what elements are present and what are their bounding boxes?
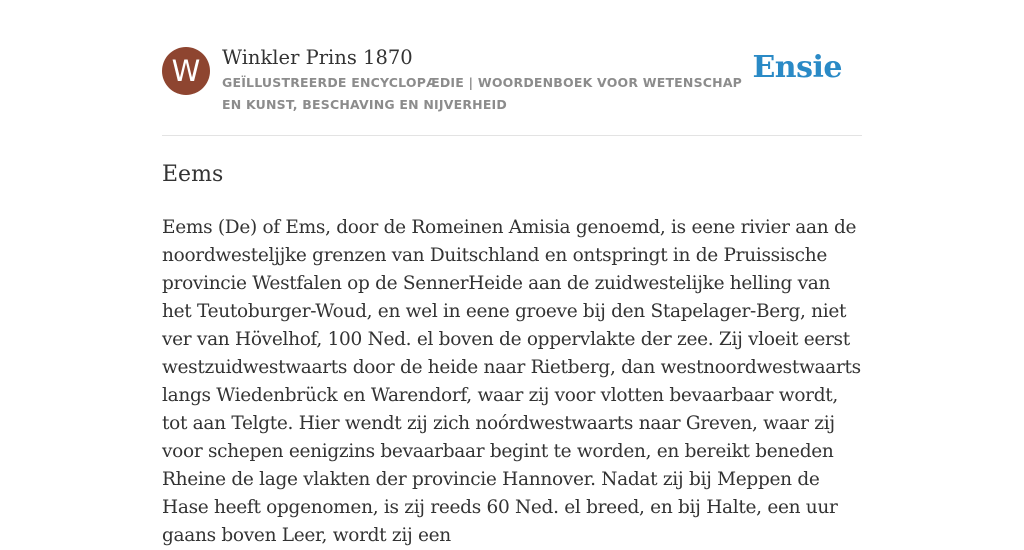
avatar[interactable]: W xyxy=(162,47,210,95)
work-header xyxy=(162,44,862,136)
work-title[interactable]: Winkler Prins 1870 xyxy=(222,46,413,69)
work-titles xyxy=(222,44,752,116)
entry-body: Eems (De) of Ems, door de Romeinen Amisia genoemd, is eene rivier aan de noordwesteljjke grenzen van Duitschland en ontspringt in de Pruissische provincie Westfalen op de SennerHeide aan de zuidwestelijke helling van het Teutoburger-Woud, en wel in eene groeve bij den Stapelager-Berg, niet ver van Hövelhof, 100 Ned. el boven de oppervlakte der zee. Zij vloeit eerst westzuidwestwaarts door de heide naar Rietberg, dan westnoordwestwaarts langs Wiedenbrück en Warendorf, waar zij voor vlotten bevaarbaar wordt, tot aan Telgte. Hier wendt zij zich noórdwestwaarts naar Greven, waar zij voor schepen eenigzins bevaarbaar begint te worden, en bereikt beneden Rheine de lage vlakten der provincie Hannover. Nadat zij bij Meppen de Hase heeft opgenomen, is zij reeds 60 Ned. el breed, en bij Halte, een uur gaans boven Leer, wordt zij een xyxy=(162,217,861,546)
entry-title: Eems xyxy=(162,162,224,187)
work-subtitle: GEÏLLUSTREERDE ENCYCLOPÆDIE | WOORDENBOEK VOOR WETENSCHAP EN KUNST, BESCHAVING EN NIJVERHEID xyxy=(222,75,743,112)
page-container xyxy=(162,44,862,550)
ensie-logo[interactable]: Ensie xyxy=(752,50,842,85)
